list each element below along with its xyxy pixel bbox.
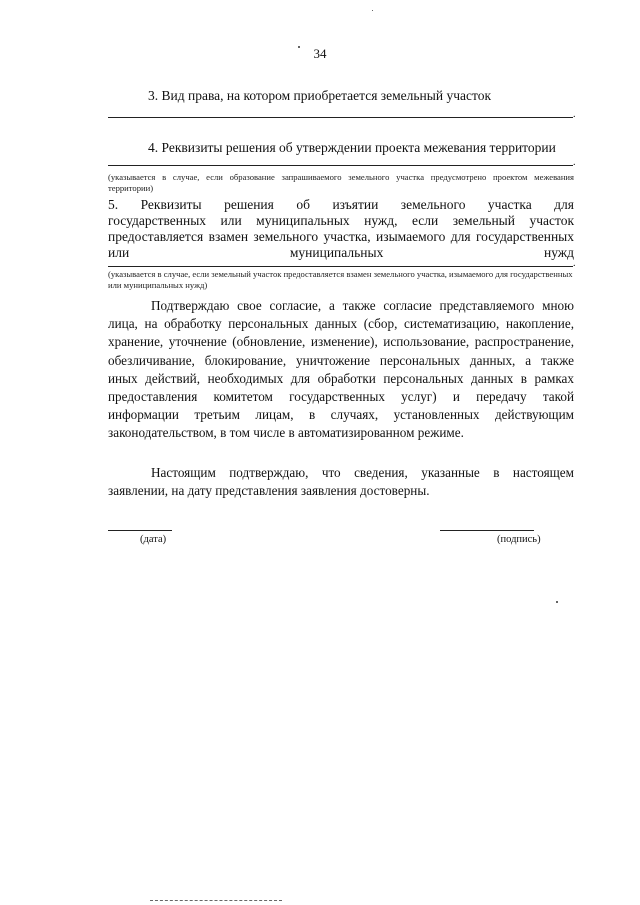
consent-line: обезличивание, блокирование, уничтожение персональных данных, а также: [108, 352, 574, 368]
consent-line: предоставления комитетом государственных услуг) и передачу такой: [108, 389, 574, 405]
consent-line: лица, на обработку персональных данных (сбор, систематизацию, накопление,: [108, 316, 574, 332]
confirmation-line: Настоящим подтверждаю, что сведения, указанные в настоящем: [151, 465, 574, 480]
signature-line: [440, 530, 534, 531]
consent-line: информации третьим лицам, в случаях, установленных действующим: [108, 407, 574, 423]
confirmation-line: заявлении, на дату представления заявления достоверны.: [108, 483, 430, 499]
section-4-fill-line: [108, 165, 573, 166]
consent-line: хранение, уточнение (обновление, изменение), использование, распространение,: [108, 334, 574, 350]
section-5-line-1: 5. Реквизиты решения об изъятии земельного участка для: [108, 197, 574, 212]
date-label: (дата): [140, 534, 167, 545]
consent-line: законодательством, в том числе в автоматизированном режиме.: [108, 425, 464, 441]
consent-paragraph: [108, 297, 574, 443]
section-5-line-4: или муниципальных нужд: [108, 245, 574, 260]
section-3-line-end: .: [573, 109, 576, 120]
signature-label: (подпись): [497, 534, 541, 545]
section-4-heading: 4. Реквизиты решения об утверждении проекта межевания территории: [148, 140, 556, 155]
section-5-line-end: .: [573, 258, 576, 269]
date-line: [108, 530, 172, 531]
section-5-fill-line: [108, 266, 573, 267]
consent-line: Подтверждаю свое согласие, а также согласие представляемого мною: [151, 298, 574, 313]
section-5-line-3: предоставляется взамен земельного участка, изымаемого для государственных: [108, 229, 574, 244]
confirmation-paragraph: [108, 464, 574, 500]
section-4-line-end: .: [573, 157, 576, 168]
section-4-note: (указывается в случае, если образование запрашиваемого земельного участка предусмотрено проектом межевания территории): [108, 172, 574, 193]
scan-speck: [556, 601, 558, 603]
section-3-fill-line: [108, 117, 573, 118]
section-5-line-2: государственных или муниципальных нужд, если земельный участок: [108, 213, 574, 228]
section-5-note: (указывается в случае, если земельный участок предоставляется взамен земельного участка, изымаемого для государственных или муниципальных нужд): [108, 269, 573, 290]
consent-line: иных действий, необходимых для обработки персональных данных в рамках: [108, 370, 574, 386]
section-3-heading: 3. Вид права, на котором приобретается земельный участок: [148, 88, 491, 103]
page-number: 34: [313, 46, 327, 61]
scan-speck: [298, 46, 300, 48]
scan-speck: [372, 10, 373, 11]
cut-off-text-fragment: [150, 900, 282, 904]
